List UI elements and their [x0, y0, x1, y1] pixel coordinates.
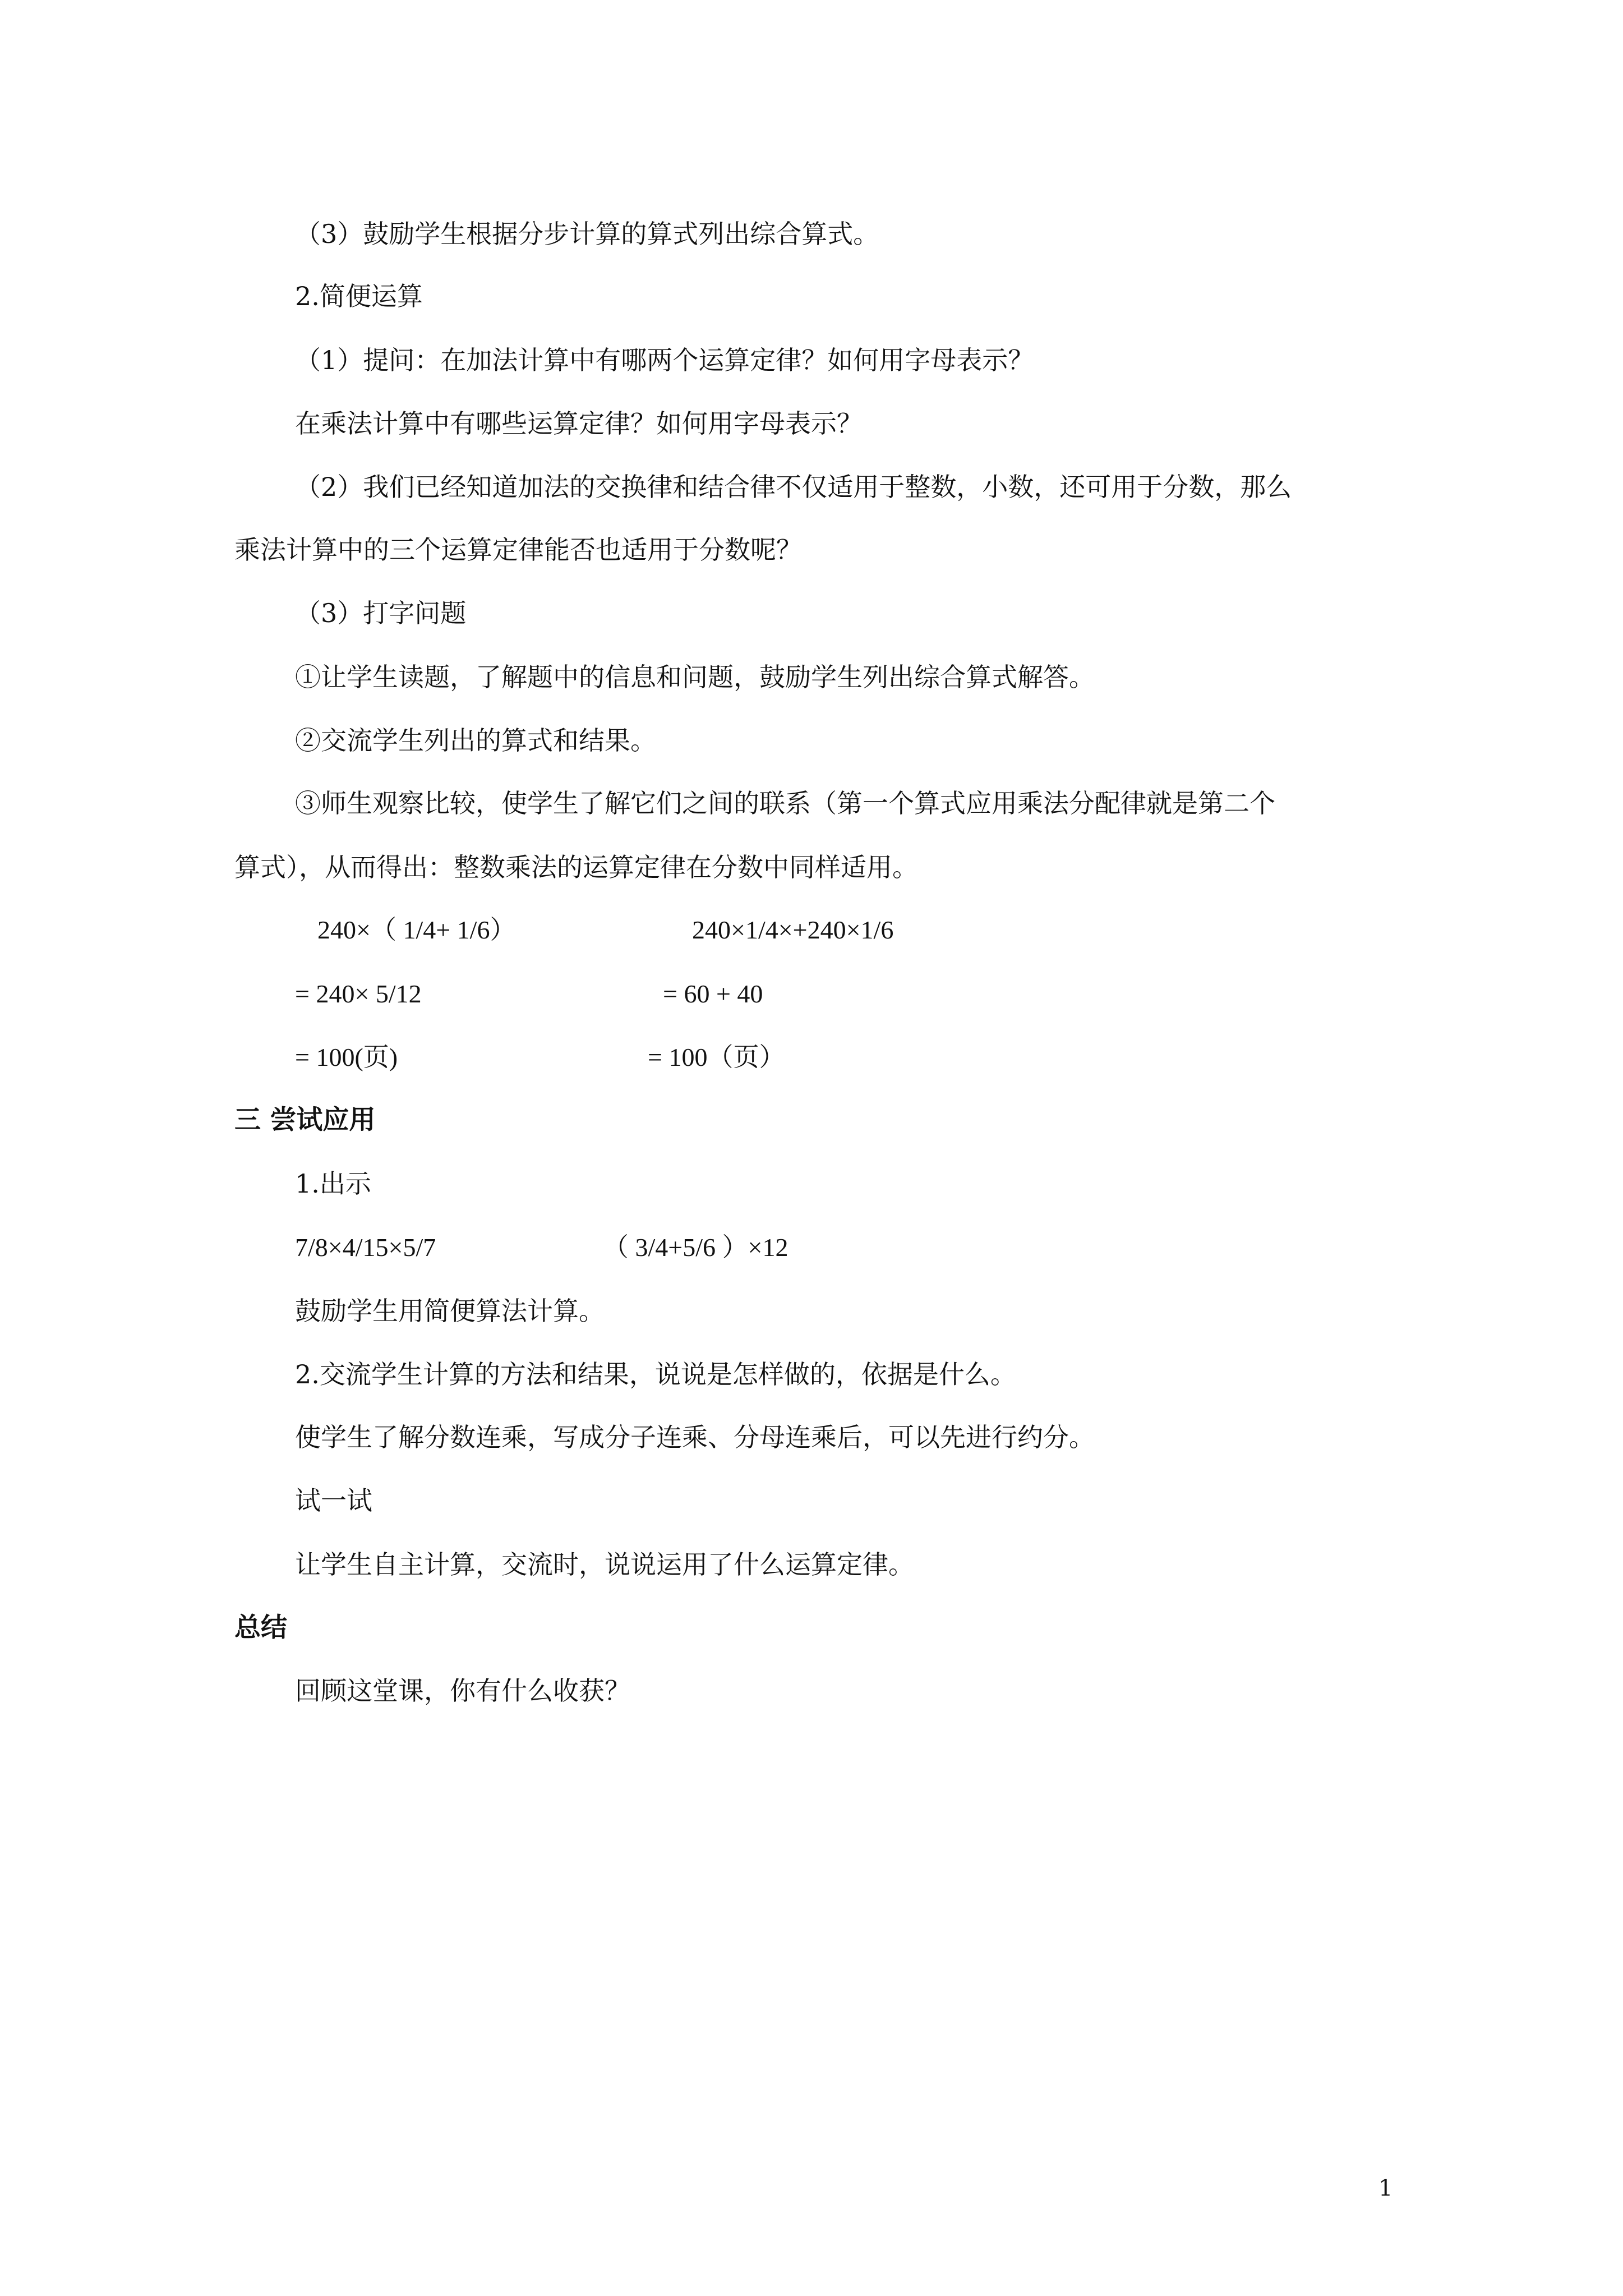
subheading-try-it: 试一试 [295, 1485, 372, 1516]
subheading-typing-problem: （3）打字问题 [295, 598, 467, 628]
list-item-compare-line2: 算式），从而得出：整数乘法的运算定律在分数中同样适用。 [234, 852, 918, 882]
subheading-show: 1.出示 [295, 1168, 371, 1199]
section-heading-summary: 总结 [234, 1612, 287, 1643]
paragraph-step3-encourage: （3）鼓励学生根据分步计算的算式列出综合算式。 [295, 219, 879, 249]
paragraph-exchange-methods: 2.交流学生计算的方法和结果，说说是怎样做的，依据是什么。 [295, 1359, 1016, 1389]
equation-2-right: = 60 + 40 [663, 979, 763, 1008]
exercise-right: （ 3/4+5/6 ）×12 [603, 1233, 789, 1262]
paragraph-question-addition: （1）提问：在加法计算中有哪两个运算定律？如何用字母表示？ [295, 345, 1034, 375]
list-item-compare-line1: ③师生观察比较，使学生了解它们之间的联系（第一个算式应用乘法分配律就是第二个 [295, 788, 1275, 818]
list-item-exchange-results: ②交流学生列出的算式和结果。 [295, 725, 656, 756]
list-item-read-problem: ①让学生读题，了解题中的信息和问题，鼓励学生列出综合算式解答。 [295, 662, 1095, 692]
paragraph-laws-fractions-line2: 乘法计算中的三个运算定律能否也适用于分数呢？ [234, 535, 802, 565]
equation-3-left: = 100(页) [295, 1043, 398, 1071]
equation-3-right: = 100（页） [648, 1043, 785, 1071]
paragraph-fraction-multiply: 使学生了解分数连乘，写成分子连乘、分母连乘后，可以先进行约分。 [295, 1422, 1095, 1452]
exercise-left: 7/8×4/15×5/7 [295, 1233, 436, 1262]
paragraph-question-multiplication: 在乘法计算中有哪些运算定律？如何用字母表示？ [295, 408, 863, 439]
paragraph-self-calc: 让学生自主计算，交流时，说说运用了什么运算定律。 [295, 1549, 914, 1580]
paragraph-laws-fractions-line1: （2）我们已经知道加法的交换律和结合律不仅适用于整数，小数，还可用于分数，那么 [295, 472, 1292, 502]
equation-1-right: 240×1/4×+240×1/6 [692, 915, 894, 944]
page-number: 1 [1378, 2175, 1393, 2201]
subheading-simple-operations: 2.简便运算 [295, 281, 423, 311]
equation-2-left: = 240× 5/12 [295, 979, 422, 1008]
equation-1-left: 240×（ 1/4+ 1/6） [317, 915, 516, 944]
paragraph-review: 回顾这堂课，你有什么收获？ [295, 1676, 630, 1706]
paragraph-encourage-simple: 鼓励学生用简便算法计算。 [295, 1296, 605, 1326]
section-heading-try-apply: 三 尝试应用 [234, 1105, 376, 1135]
